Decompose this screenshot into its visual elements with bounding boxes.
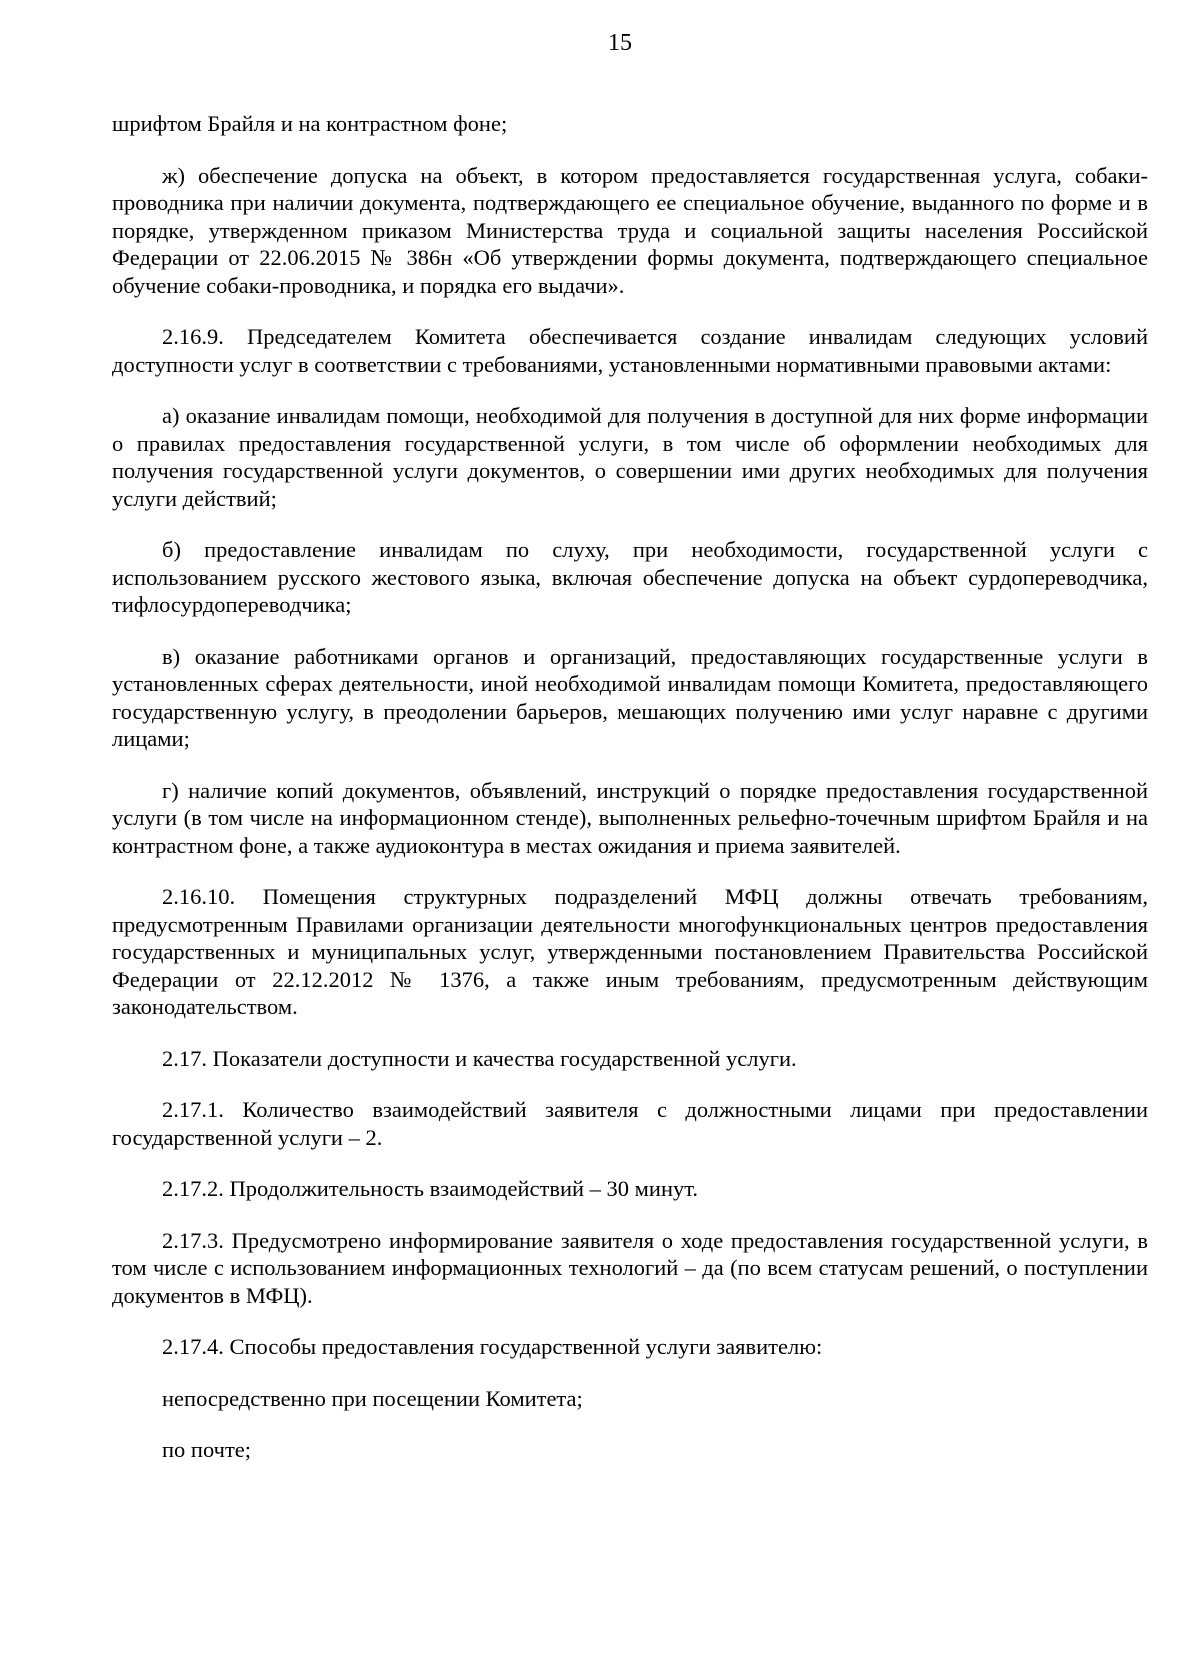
- document-body: [112, 110, 1148, 1488]
- paragraph-2-17-4: 2.17.4. Способы предоставления государственной услуги заявителю:: [162, 1334, 823, 1359]
- paragraph-item-g: г) наличие копий документов, объявлений, инструкций о порядке предоставления государственной услуги (в том числе на информационном стенде), выполненных рельефно-точечным шрифтом Брайля и на контрастном фоне, а также аудиоконтура в местах ожидания и приема заявителей.: [112, 777, 1148, 858]
- page-number: 15: [608, 30, 632, 56]
- paragraph-method-in-person: непосредственно при посещении Комитета;: [162, 1385, 583, 1411]
- paragraph-2-17-1: 2.17.1. Количество взаимодействий заявителя с должностными лицами при предоставлении государственной услуги – 2.: [112, 1097, 1148, 1150]
- paragraph-2-16-9: 2.16.9. Председателем Комитета обеспечивается создание инвалидам следующих условий доступности услуг в соответствии с требованиями, установленными нормативными правовыми актами:: [112, 324, 1148, 377]
- paragraph-method-by-mail: по почте;: [162, 1437, 252, 1462]
- paragraph-item-a: а) оказание инвалидам помощи, необходимой для получения в доступной для них форме информации о правилах предоставления государственной услуги, в том числе об оформлении необходимых для получения государственной услуги документов, о совершении ими других необходимых для получения услуги действий;: [112, 403, 1148, 511]
- paragraph-item-zh: ж) обеспечение допуска на объект, в котором предоставляется государственная услуга, собаки-проводника при наличии документа, подтверждающего ее специальное обучение, выданного по форме и в порядке, утвержденном приказом Министерства труда и социальной защиты населения Российской Федерации от 22.06.2015 № 386н «Об утверждении формы документа, подтверждающего специальное обучение собаки-проводника, и порядка его выдачи».: [112, 162, 1148, 298]
- paragraph-2-17-3: 2.17.3. Предусмотрено информирование заявителя о ходе предоставления государственной услуги, в том числе с использованием информационных технологий – да (по всем статусам решений, о поступлении документов в МФЦ).: [112, 1227, 1148, 1308]
- paragraph-continuation: шрифтом Брайля и на контрастном фоне;: [112, 111, 508, 136]
- paragraph-item-v: в) оказание работниками органов и организаций, предоставляющих государственные услуги в установленных сферах деятельности, иной необходимой инвалидам помощи Комитета, предоставляющего государственную услугу, в преодолении барьеров, мешающих получению ими услуг наравне с другими лицами;: [112, 643, 1148, 751]
- paragraph-2-17: 2.17. Показатели доступности и качества государственной услуги.: [162, 1045, 797, 1071]
- paragraph-item-b: б) предоставление инвалидам по слуху, при необходимости, государственной услуги с использованием русского жестового языка, включая обеспечение допуска на объект сурдопереводчика, тифлосурдопереводчика;: [112, 537, 1148, 617]
- paragraph-2-16-10: 2.16.10. Помещения структурных подразделений МФЦ должны отвечать требованиям, предусмотренным Правилами организации деятельности многофункциональных центров предоставления государственных и муниципальных услуг, утвержденными постановлением Правительства Российской Федерации от 22.12.2012 № 1376, а также иным требованиям, предусмотренным действующим законодательством.: [112, 884, 1148, 1019]
- paragraph-2-17-2: 2.17.2. Продолжительность взаимодействий – 30 минут.: [162, 1176, 699, 1201]
